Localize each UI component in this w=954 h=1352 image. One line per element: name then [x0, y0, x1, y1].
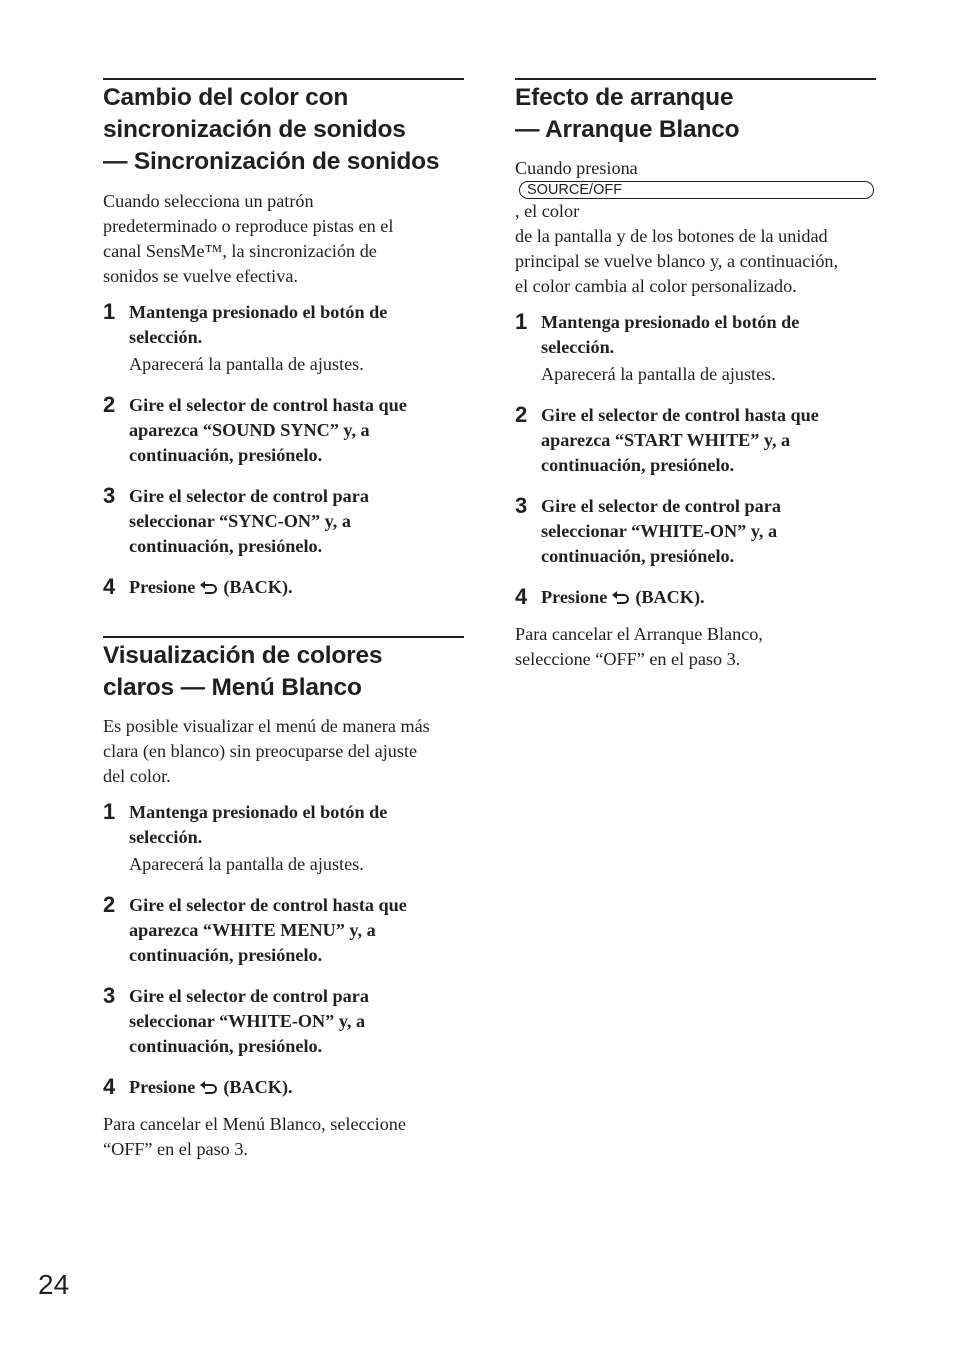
step-instruction: [541, 494, 876, 569]
intro-line: principal se vuelve blanco y, a continuación,: [515, 251, 839, 271]
intro-line: Es posible visualizar el menú de manera más: [103, 716, 430, 736]
step-instruction: [541, 585, 876, 610]
outro-paragraph: [515, 622, 876, 672]
step-line: Mantenga presionado el botón de: [129, 802, 388, 822]
heading-line: Visualización de colores: [103, 642, 383, 669]
step-2: [515, 403, 876, 478]
step-line: Gire el selector de control hasta que: [129, 395, 407, 415]
step-number: 2: [515, 402, 528, 427]
press-label: Presione: [541, 587, 608, 607]
step-2: [103, 393, 464, 468]
source-off-key-label: SOURCE/OFF: [519, 181, 874, 199]
heading-line: Efecto de arranque: [515, 84, 734, 111]
press-label: Presione: [129, 577, 196, 597]
step-line: Mantenga presionado el botón de: [541, 312, 800, 332]
step-line: Gire el selector de control para: [129, 986, 369, 1006]
step-line: selección.: [129, 327, 203, 347]
step-2: [103, 893, 464, 968]
step-line: seleccionar “WHITE-ON” y, a: [541, 521, 778, 541]
intro-line: canal SensMe™, la sincronización de: [103, 241, 377, 261]
intro-paragraph: [103, 189, 464, 289]
intro-line: del color.: [103, 766, 171, 786]
intro-paragraph: [103, 714, 464, 789]
section-heading: [103, 640, 464, 704]
step-line: continuación, presiónelo.: [129, 445, 323, 465]
step-number: 2: [103, 892, 116, 917]
back-label: (BACK).: [635, 587, 705, 607]
intro-line: de la pantalla y de los botones de la unidad: [515, 226, 828, 246]
page-number: 24: [38, 1269, 70, 1300]
step-3: [103, 484, 464, 559]
step-4: [515, 585, 876, 610]
step-line: Gire el selector de control para: [129, 486, 369, 506]
outro-line: Para cancelar el Menú Blanco, seleccione: [103, 1114, 406, 1134]
step-instruction: [129, 300, 464, 350]
step-list: [103, 800, 464, 1100]
step-instruction: [129, 484, 464, 559]
section-heading: [103, 82, 464, 178]
outro-line: Para cancelar el Arranque Blanco,: [515, 624, 763, 644]
step-line: aparezca “START WHITE” y, a: [541, 430, 791, 450]
intro-line: [515, 156, 876, 224]
step-number: 3: [103, 983, 116, 1008]
step-number: 3: [103, 483, 116, 508]
step-number: 1: [103, 799, 116, 824]
step-line: seleccionar “SYNC-ON” y, a: [129, 511, 351, 531]
step-3: [515, 494, 876, 569]
step-4: [103, 1075, 464, 1100]
step-number: 1: [103, 299, 116, 324]
section-heading: [515, 82, 876, 146]
step-line: Gire el selector de control hasta que: [541, 405, 819, 425]
step-number: 4: [103, 574, 116, 599]
intro-line: predeterminado o reproduce pistas en el: [103, 216, 394, 236]
intro-line: sonidos se vuelve efectiva.: [103, 266, 298, 286]
step-line: selección.: [541, 337, 615, 357]
heading-line: Cambio del color con: [103, 84, 349, 111]
step-line: [541, 585, 876, 610]
step-instruction: [129, 575, 464, 600]
step-list: [103, 300, 464, 600]
outro-line: “OFF” en el paso 3.: [103, 1139, 248, 1159]
step-line: continuación, presiónelo.: [129, 536, 323, 556]
step-1: [103, 300, 464, 377]
step-line: Gire el selector de control para: [541, 496, 781, 516]
step-note: Aparecerá la pantalla de ajustes.: [129, 354, 364, 374]
step-instruction: [129, 893, 464, 968]
step-line: continuación, presiónelo.: [541, 455, 735, 475]
back-arrow-icon: [611, 590, 631, 604]
outro-line: seleccione “OFF” en el paso 3.: [515, 649, 741, 669]
back-arrow-icon: [199, 1080, 219, 1094]
step-line: aparezca “SOUND SYNC” y, a: [129, 420, 370, 440]
step-instruction: [129, 984, 464, 1059]
step-line: aparezca “WHITE MENU” y, a: [129, 920, 376, 940]
intro-paragraph: [515, 156, 876, 299]
left-column: [103, 78, 464, 1162]
press-label: Presione: [129, 1077, 196, 1097]
heading-line: claros — Menú Blanco: [103, 674, 362, 701]
outro-paragraph: [103, 1112, 464, 1162]
intro-line: clara (en blanco) sin preocuparse del ajuste: [103, 741, 418, 761]
step-number: 4: [515, 584, 528, 609]
step-instruction: [129, 1075, 464, 1100]
step-4: [103, 575, 464, 600]
section-sound-sync: [103, 78, 464, 600]
back-label: (BACK).: [223, 577, 293, 597]
step-note: Aparecerá la pantalla de ajustes.: [541, 364, 776, 384]
step-line: selección.: [129, 827, 203, 847]
step-3: [103, 984, 464, 1059]
step-line: continuación, presiónelo.: [541, 546, 735, 566]
back-arrow-icon: [199, 580, 219, 594]
intro-line: Cuando selecciona un patrón: [103, 191, 314, 211]
step-note: Aparecerá la pantalla de ajustes.: [129, 854, 364, 874]
step-1: [515, 310, 876, 387]
step-line: [129, 1075, 464, 1100]
right-column: [515, 78, 876, 672]
intro-text: , el color: [515, 201, 580, 221]
step-number: 1: [515, 309, 528, 334]
heading-line: sincronización de sonidos: [103, 116, 406, 143]
step-line: Gire el selector de control hasta que: [129, 895, 407, 915]
step-instruction: [541, 310, 876, 360]
heading-line: — Sincronización de sonidos: [103, 148, 440, 175]
step-instruction: [129, 393, 464, 468]
step-1: [103, 800, 464, 877]
step-number: 3: [515, 493, 528, 518]
step-list: [515, 310, 876, 610]
section-white-start: [515, 78, 876, 672]
intro-text: Cuando presiona: [515, 158, 638, 178]
step-instruction: [129, 800, 464, 850]
step-number: 4: [103, 1074, 116, 1099]
heading-line: — Arranque Blanco: [515, 116, 740, 143]
step-line: continuación, presiónelo.: [129, 1036, 323, 1056]
step-line: [129, 575, 464, 600]
step-number: 2: [103, 392, 116, 417]
back-label: (BACK).: [223, 1077, 293, 1097]
step-instruction: [541, 403, 876, 478]
step-line: continuación, presiónelo.: [129, 945, 323, 965]
section-white-menu: [103, 636, 464, 1162]
step-line: seleccionar “WHITE-ON” y, a: [129, 1011, 366, 1031]
intro-line: el color cambia al color personalizado.: [515, 276, 797, 296]
step-line: Mantenga presionado el botón de: [129, 302, 388, 322]
